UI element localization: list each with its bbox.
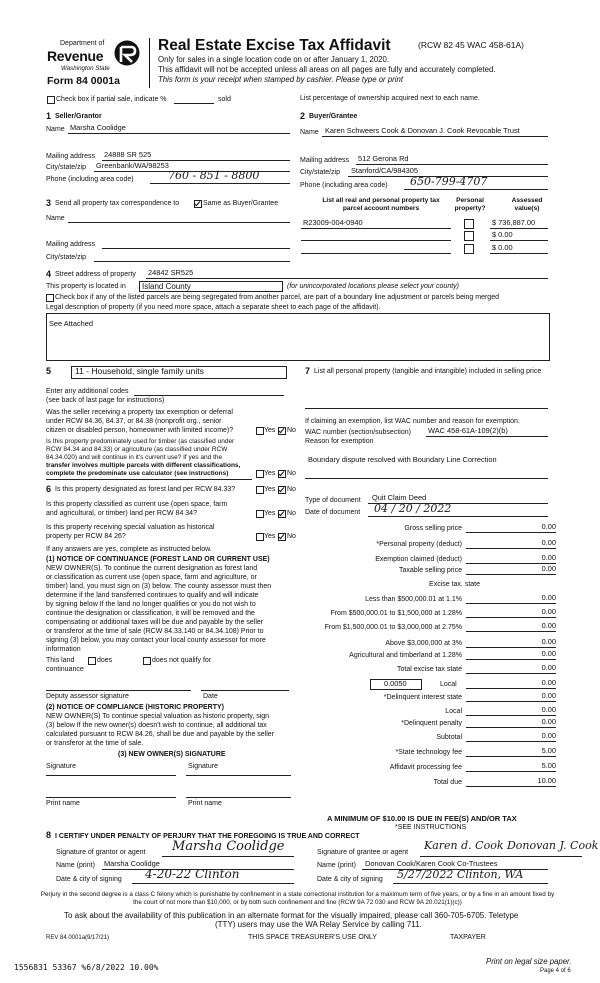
owner-signature-label-2: Signature xyxy=(188,763,218,770)
land-use-code-value: 11 - Household, single family units xyxy=(75,366,204,376)
grantor-signature[interactable]: Marsha Coolidge xyxy=(172,839,285,854)
notice-line: (3) below If the new owner(s) doesn't wish to continue, all additional tax xyxy=(46,722,267,729)
notice-line: by signing below If the land no longer qualifies or you do not wish to xyxy=(46,601,256,608)
section6-num: 6 xyxy=(46,484,52,494)
current-use-q-line1: Is this property classified as current use (open space, farm xyxy=(46,501,228,508)
notice-line: compensating or additional taxes will be due and payable by the seller xyxy=(46,619,264,626)
grantee-name-field[interactable]: Donovan Cook/Karen Cook Co-Trustees xyxy=(365,859,498,868)
calc-row-value[interactable]: 0.00 xyxy=(541,621,556,630)
calc-row-value[interactable]: 0.00 xyxy=(541,564,556,573)
reason-label: Reason for exemption xyxy=(305,438,374,445)
seller-heading-num: 1 xyxy=(46,111,52,121)
alt-format-note-2: (TTY) users may use the WA Relay Service by calling 711. xyxy=(215,920,422,929)
timber-q-line3: 84.34.020) and will continue in it's current use? If yes and the xyxy=(46,454,223,461)
doc-date-field[interactable]: 04 / 20 / 2022 xyxy=(374,502,452,515)
seller-city-field[interactable]: Greenbank/WA/98253 xyxy=(96,161,169,170)
personal-property-label: List all personal property (tangible and intangible) included in selling price xyxy=(314,368,542,375)
section3-label: Send all property tax correspondence to xyxy=(55,200,180,207)
forest-no-checkbox[interactable] xyxy=(278,486,286,494)
perjury-note: Perjury in the second degree is a class C felony which is punishable by confinement in a state correctional institution for a maximum term of five years, or by a fine in an amount fixed by the court of not more than $10,000, or by both such confinement and fine (RCW 9A 72 030 and RCW 9A 20.021(1)(c)) xyxy=(40,891,555,906)
exempt-q-line3: citizen or disabled person, homeowner with limited income)? xyxy=(46,427,234,434)
current-use-no-checkbox[interactable] xyxy=(278,510,286,518)
land-does-checkbox[interactable] xyxy=(88,657,96,665)
taxpayer-label: TAXPAYER xyxy=(450,934,486,941)
notice1-title: (1) NOTICE OF CONTINUANCE (FOREST LAND OR CURRENT USE) xyxy=(46,556,270,563)
historic-no-checkbox[interactable] xyxy=(278,533,286,541)
notice-line: or classification as current use (open space, farm and agriculture, or xyxy=(46,574,257,581)
exempt-q-line2: under RCW 84.36, 84.37, or 84.38 (nonprofit org., senior xyxy=(46,418,222,425)
grantee-name-label: Name (print) xyxy=(317,862,356,869)
grantor-name-field[interactable]: Marsha Coolidge xyxy=(104,859,160,868)
county-value: Island County xyxy=(142,282,191,291)
partial-sold-label: sold xyxy=(218,96,231,103)
segregated-label: Check box if any of the listed parcels are being segregated from another parcel, are part of a boundary line adjustment or parcels being merged xyxy=(55,294,499,301)
historic-no-label: No xyxy=(287,533,296,540)
forest-q: Is this property designated as forest land per RCW 84.33? xyxy=(55,486,236,493)
notice-line: NEW OWNER(S) To continue special valuation as historic property, sign xyxy=(46,713,270,720)
buyer-phone-label: Phone (including area code) xyxy=(300,182,388,189)
section4-num: 4 xyxy=(46,269,52,279)
land-does-label: does xyxy=(97,657,113,664)
section7-num: 7 xyxy=(305,366,311,376)
historic-q-line1: Is this property receiving special valuation as historical xyxy=(46,524,215,531)
revenue-label: Revenue xyxy=(47,48,104,64)
calc-row-value[interactable]: 0.00 xyxy=(541,691,556,700)
grantor-name-label: Name (print) xyxy=(56,862,95,869)
notice-line: timber) land, you must sign on (3) below. The county assessor must then xyxy=(46,583,272,590)
calc-row-value[interactable]: 0.00 xyxy=(541,553,556,562)
owner-print-name-label-1: Print name xyxy=(46,800,80,807)
personal-checkbox-1[interactable] xyxy=(464,219,474,229)
notice-line: signing (3) below, you may contact your local county assessor for more xyxy=(46,637,266,644)
exempt-yes-label: Yes xyxy=(264,427,276,434)
exempt-yes-checkbox[interactable] xyxy=(256,427,264,435)
calc-row-label: Gross selling price xyxy=(404,525,462,532)
calc-row-value[interactable]: 0.00 xyxy=(541,717,556,726)
current-use-yes-label: Yes xyxy=(264,510,276,517)
legal-desc-value: See Attached xyxy=(49,319,93,328)
current-use-q-line2: and agricultural, or timber) land per RCW 84 34? xyxy=(46,510,197,517)
grantee-sig-label: Signature of grantee or agent xyxy=(317,849,409,856)
calc-row-label: *Personal property (deduct) xyxy=(376,541,462,548)
revision-label: REV 84 0001a(9/17/21) xyxy=(46,935,110,941)
title-rcw: (RCW 82 45 WAC 458-61A) xyxy=(418,40,524,50)
personal-checkbox-2[interactable] xyxy=(464,231,474,241)
doc-date-label: Date of document xyxy=(305,509,361,516)
timber-q-line1: Is this property predominately used for timber (as classified under xyxy=(46,438,235,445)
calc-row-value[interactable]: 0.00 xyxy=(541,607,556,616)
calc-row-value[interactable]: 0.00 xyxy=(541,705,556,714)
calc-row-label: Affidavit processing fee xyxy=(389,764,462,771)
seller-phone-label: Phone (including area code) xyxy=(46,176,134,183)
buyer-heading: Buyer/Grantee xyxy=(309,113,358,120)
if-any-note: If any answers are yes, complete as instructed below. xyxy=(46,546,212,553)
page-number: Page 4 of 6 xyxy=(540,968,571,974)
exempt-no-checkbox[interactable] xyxy=(278,427,286,435)
legal-desc-box[interactable] xyxy=(46,313,550,361)
additional-codes-label: Enter any additional codes xyxy=(46,388,129,395)
this-land-label: This land xyxy=(46,657,75,664)
notice-line: or transferor at the time of sale (RCW 84.33.140 or 84.34.108) Prior to xyxy=(46,628,264,635)
notice-line: continue the designation or classification, it will be removed and the xyxy=(46,610,255,617)
calc-row-value[interactable]: 0.00 xyxy=(541,538,556,547)
unincorp-note: (for unincorporated locations please select your county) xyxy=(287,283,459,290)
buyer-mail-label: Mailing address xyxy=(300,157,350,164)
calc-row-label: Subtotal xyxy=(436,734,462,741)
seller-city-label: City/state/zip xyxy=(46,164,87,171)
personal-checkbox-3[interactable] xyxy=(464,244,474,254)
legal-size-note: Print on legal size paper. xyxy=(486,957,572,966)
exemption-claim-note: If claiming an exemption, list WAC number and reason for exemption. xyxy=(305,418,520,425)
street-address-field[interactable]: 24842 SR525 xyxy=(148,268,194,277)
wac-label: WAC number (section/subsection) xyxy=(305,429,411,436)
calc-row-value[interactable]: 0.00 xyxy=(541,731,556,740)
calc-row-label: Total excise tax state xyxy=(397,666,462,673)
notice3-title: (3) NEW OWNER(S) SIGNATURE xyxy=(118,751,226,758)
grantor-date-label: Date & city of signing xyxy=(56,876,122,883)
certify-title: I CERTIFY UNDER PENALTY OF PERJURY THAT THE FOREGOING IS TRUE AND CORRECT xyxy=(55,833,360,840)
calc-row-value[interactable]: 0.00 xyxy=(541,663,556,672)
calc-row-value[interactable]: 0.00 xyxy=(541,649,556,658)
notice-line: or transferor at the time of sale. xyxy=(46,740,144,747)
local-label: Local xyxy=(440,681,457,688)
seller-mail-field[interactable]: 24888 SR 525 xyxy=(104,150,152,159)
calc-row-value[interactable]: 0.00 xyxy=(541,637,556,646)
calc-row-value[interactable]: 10.00 xyxy=(537,776,556,785)
calc-row-label: Total due xyxy=(433,779,462,786)
calc-row-label: *Delinquent interest state xyxy=(383,694,462,701)
located-label: This property is located in xyxy=(46,283,126,290)
buyer-phone-field[interactable]: 650-799-4707 xyxy=(410,175,488,188)
exempt-q-line1: Was the seller receiving a property tax exemption or deferral xyxy=(46,409,233,416)
seller-mail-label: Mailing address xyxy=(46,153,96,160)
section5-num: 5 xyxy=(46,366,52,376)
timber-q-line5: complete the predominate use calculator (see instructions) xyxy=(46,470,229,477)
buyer-city-field[interactable]: Stanford/CA/984305 xyxy=(351,166,418,175)
section3-mail-label: Mailing address xyxy=(46,241,96,248)
assessed-value[interactable]: $ 736,887.00 xyxy=(492,218,536,227)
timber-q-line4: transfer involves multiple parcels with different classifications, xyxy=(46,462,241,469)
buyer-city-label: City/state/zip xyxy=(300,169,341,176)
calc-row-value[interactable]: 0.00 xyxy=(541,593,556,602)
calc-row-label: Exemption claimed (deduct) xyxy=(375,556,462,563)
calc-row-value[interactable]: 5.00 xyxy=(541,746,556,755)
notice-line: information xyxy=(46,646,81,653)
calc-row-value[interactable]: 0.00 xyxy=(541,522,556,531)
minimum-due-note: A MINIMUM OF $10.00 IS DUE IN FEE(S) AND/OR TAX xyxy=(327,814,517,823)
page-title: Real Estate Excise Tax Affidavit xyxy=(158,37,391,54)
local-rate-value: 0.0050 xyxy=(384,679,407,688)
header-line3: This form is your receipt when stamped by cashier. Please type or print xyxy=(158,75,403,84)
excise-state-label: Excise tax. state xyxy=(429,581,480,588)
seller-phone-field[interactable]: 760 - 851 - 8800 xyxy=(168,169,260,182)
current-use-no-label: No xyxy=(287,510,296,517)
dept-label: Department of xyxy=(60,40,105,47)
same-as-buyer-label: Same as Buyer/Grantee xyxy=(203,200,279,207)
buyer-name-field[interactable]: Karen Schweers Cook & Donovan J. Cook Revocable Trust xyxy=(325,126,520,135)
see-back-note: (see back of last page for instructions) xyxy=(46,397,165,404)
grantee-date-label: Date & city of signing xyxy=(317,876,383,883)
assessed-value[interactable]: $ 0.00 xyxy=(492,243,513,252)
dor-logo-icon xyxy=(113,38,141,71)
buyer-heading-num: 2 xyxy=(300,111,306,121)
parcel-number[interactable]: R23009-004-0940 xyxy=(303,218,363,227)
treasurer-label: THIS SPACE TREASURER'S USE ONLY xyxy=(248,934,377,941)
grantee-signature[interactable]: Karen d. Cook Donovan J. Cook xyxy=(424,839,599,852)
doc-type-field[interactable]: Quit Claim Deed xyxy=(372,493,427,502)
historic-yes-label: Yes xyxy=(264,533,276,540)
timber-yes-label: Yes xyxy=(264,470,276,477)
grantor-date-field[interactable]: 4-20-22 Clinton xyxy=(145,867,240,881)
calc-row-label: Agricultural and timberland at 1.28% xyxy=(349,652,462,659)
calc-row-label: *Delinquent penalty xyxy=(401,720,462,727)
historic-yes-checkbox[interactable] xyxy=(256,533,264,541)
buyer-mail-field[interactable]: 512 Gerona Rd xyxy=(358,154,409,163)
owner-print-name-label-2: Print name xyxy=(188,800,222,807)
deputy-date-label: Date xyxy=(203,693,218,700)
buyer-name-label: Name xyxy=(300,129,319,136)
assessed-col-header: Assessed value(s) xyxy=(511,197,543,212)
owner-signature-label-1: Signature xyxy=(46,763,76,770)
forest-yes-checkbox[interactable] xyxy=(256,486,264,494)
exempt-no-label: No xyxy=(287,427,296,434)
timber-yes-checkbox[interactable] xyxy=(256,470,264,478)
grantee-date-field[interactable]: 5/27/2022 Clinton, WA xyxy=(397,868,524,881)
current-use-yes-checkbox[interactable] xyxy=(256,510,264,518)
forest-no-label: No xyxy=(287,486,296,493)
seller-name-label: Name xyxy=(46,126,65,133)
local-value[interactable]: 0.00 xyxy=(541,678,556,687)
calc-row-value[interactable]: 5.00 xyxy=(541,761,556,770)
grantor-sig-label: Signature of grantor or agent xyxy=(56,849,146,856)
calc-row-label: *State technology fee xyxy=(395,749,462,756)
segregated-checkbox[interactable] xyxy=(46,294,54,302)
header-line2: This affidavit will not be accepted unless all areas on all pages are fully and accurately completed. xyxy=(158,65,496,74)
section8-num: 8 xyxy=(46,830,52,840)
calc-row-label: From $1,500,000.01 to $3,000,000 at 2.75% xyxy=(324,624,462,631)
notice-line: determine if the land transferred continues to qualify and will indicate xyxy=(46,592,259,599)
seller-name-field[interactable]: Marsha Coolidge xyxy=(70,123,126,132)
ownership-note: List percentage of ownership acquired next to each name. xyxy=(300,95,480,102)
seller-heading: Seller/Grantor xyxy=(55,113,102,120)
form-number: Form 84 0001a xyxy=(47,75,120,87)
reason-field[interactable]: Boundary dispute resolved with Boundary Line Correction xyxy=(308,455,497,464)
notice2-title: (2) NOTICE OF COMPLIANCE (HISTORIC PROPERTY) xyxy=(46,704,224,711)
washington-label: Washington State xyxy=(61,65,110,72)
historic-q-line2: property per RCW 84 26? xyxy=(46,533,126,540)
land-does-not-label: does not qualify for xyxy=(152,657,212,664)
partial-sale-checkbox[interactable] xyxy=(47,96,55,104)
calc-row-label: From $500,000.01 to $1,500,000 at 1.28% xyxy=(330,610,462,617)
assessed-value[interactable]: $ 0.00 xyxy=(492,230,513,239)
section3-city-label: City/state/zip xyxy=(46,254,87,261)
same-as-buyer-checkbox[interactable] xyxy=(194,200,202,208)
header-line1: Only for sales in a single location code on or after January 1, 2020. xyxy=(158,55,390,64)
wac-field[interactable]: WAC 458-61A-109(2)(b) xyxy=(428,426,508,435)
see-instructions-note: *SEE INSTRUCTIONS xyxy=(395,824,467,831)
forest-yes-label: Yes xyxy=(264,486,276,493)
alt-format-note-1: To ask about the availability of this publication in an alternate format for the visually impaired, please call 360-705-6705. Teletype xyxy=(64,911,519,920)
continuance-label: continuance xyxy=(46,666,84,673)
parcel-col-header: List all real and personal property tax parcel account numbers xyxy=(322,197,440,212)
timber-no-label: No xyxy=(287,470,296,477)
calc-row-label: Above $3,000,000 at 3% xyxy=(385,640,462,647)
calc-row-label: Local xyxy=(445,708,462,715)
timber-no-checkbox[interactable] xyxy=(278,470,286,478)
street-address-label: Street address of property xyxy=(55,271,136,278)
deputy-sig-label: Deputy assessor signature xyxy=(46,693,129,700)
notice-line: NEW OWNER(S). To continue the current designation as forest land xyxy=(46,565,258,572)
header-divider xyxy=(149,38,150,88)
partial-sale-label: Check box if partial sale, indicate % xyxy=(56,96,167,103)
section3-num: 3 xyxy=(46,198,52,208)
doc-type-label: Type of document xyxy=(305,497,361,504)
calc-row-label: Taxable selling price xyxy=(398,567,462,574)
notice-line: calculated pursuant to RCW 84.26, shall be due and payable by the seller xyxy=(46,731,275,738)
recording-stamp: 1556831 53367 %6/8/2022 10.00% xyxy=(14,963,159,972)
legal-desc-label: Legal description of property (if you need more space, attach a separate sheet to each page of the affidavit). xyxy=(46,304,381,311)
timber-q-line2: RCW 84.34 and 84.33) or agriculture (as classified under RCW xyxy=(46,446,228,453)
section3-name-label: Name xyxy=(46,215,65,222)
calc-row-label: Less than $500,000.01 at 1.1% xyxy=(365,596,462,603)
land-does-not-checkbox[interactable] xyxy=(143,657,151,665)
personal-col-header: Personal property? xyxy=(454,197,486,212)
